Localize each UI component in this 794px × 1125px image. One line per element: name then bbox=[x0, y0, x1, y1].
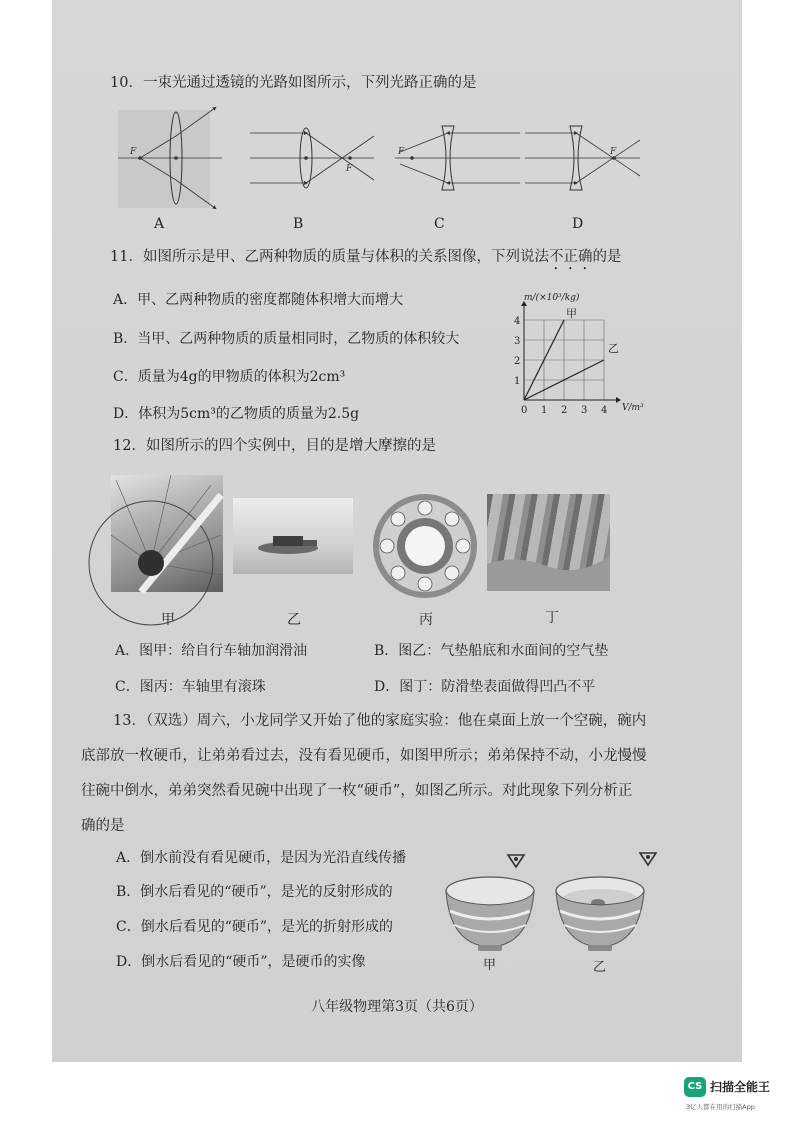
q13-stem-line-3: 往碗中倒水，弟弟突然看见碗中出现了一枚“硬币”，如图乙所示。对此现象下列分析正 bbox=[81, 783, 633, 799]
q12-caption-ding: 丁 bbox=[545, 610, 559, 626]
focus-label: F bbox=[346, 164, 353, 174]
series-label-jia: 甲 bbox=[566, 307, 577, 320]
q13-option-b: B．倒水后看见的“硬币”，是光的反射形成的 bbox=[116, 884, 393, 900]
y-axis-label: m/(×10³/kg) bbox=[524, 293, 580, 303]
x-axis-arrow bbox=[616, 397, 621, 403]
page-footer: 八年级物理第3页（共6页） bbox=[311, 999, 483, 1015]
q13-option-d: D．倒水后看见的“硬币”，是硬币的实像 bbox=[116, 954, 366, 970]
q13-caption-jia: 甲 bbox=[483, 958, 497, 973]
bowl-with-water bbox=[556, 877, 644, 951]
q12-caption-jia: 甲 bbox=[161, 612, 175, 628]
label-b: B bbox=[293, 216, 304, 232]
q13-stem-line-1: 13．（双选）周六，小龙同学又开始了他的家庭实验：他在桌面上放一个空碗，碗内 bbox=[113, 713, 647, 729]
y-tick-label: 3 bbox=[514, 336, 521, 347]
y-tick-label: 1 bbox=[514, 376, 521, 387]
q11-option-c: C．质量为4g的甲物质的体积为2cm³ bbox=[113, 369, 346, 385]
photo-ball-bearing bbox=[370, 490, 480, 602]
q13-bowl-figures bbox=[440, 845, 670, 980]
diagram-a bbox=[118, 108, 222, 208]
focus-label: F bbox=[610, 147, 617, 157]
q12-option-d: D．图丁：防滑垫表面做得凹凸不平 bbox=[374, 679, 596, 695]
photo-antislip-mat bbox=[487, 494, 610, 591]
eye-icon bbox=[508, 855, 524, 867]
q13-option-c: C．倒水后看见的“硬币”，是光的折射形成的 bbox=[116, 919, 394, 935]
camscanner-tagline: 3亿人都在用的扫描App bbox=[686, 1103, 755, 1111]
q13-caption-yi: 乙 bbox=[593, 960, 607, 975]
x-axis-label: V/m³ bbox=[622, 403, 644, 413]
focus-label: F bbox=[398, 147, 405, 157]
eye-icon bbox=[640, 853, 656, 865]
diagram-b bbox=[250, 128, 374, 188]
q11-stem-emphasis: 不正确 bbox=[548, 249, 593, 265]
q11-stem bbox=[110, 247, 621, 273]
q11-option-d: D．体积为5cm³的乙物质的质量为2.5g bbox=[113, 406, 360, 422]
camscanner-name: 扫描全能王 bbox=[710, 1080, 771, 1094]
x-tick-label: 1 bbox=[541, 405, 548, 416]
focus-label: F bbox=[130, 147, 137, 157]
q10-stem: 10．一束光通过透镜的光路如图所示，下列光路正确的是 bbox=[110, 75, 477, 91]
q13-stem-line-2: 底部放一枚硬币，让弟弟看过去，没有看见硬币，如图甲所示；弟弟保持不动，小龙慢慢 bbox=[81, 748, 647, 764]
q13-stem-line-4: 确的是 bbox=[81, 818, 125, 834]
q12-option-c: C．图丙：车轴里有滚珠 bbox=[115, 679, 266, 695]
q13-option-a: A．倒水前没有看见硬币，是因为光沿直线传播 bbox=[116, 850, 407, 866]
label-d: D bbox=[572, 216, 584, 232]
q10-lens-diagrams bbox=[110, 100, 650, 232]
q11-stem-before: 11．如图所示是甲、乙两种物质的质量与体积的关系图像，下列说法 bbox=[110, 249, 549, 265]
photo-hovercraft bbox=[233, 498, 353, 574]
diagram-d bbox=[525, 126, 640, 190]
x-tick-label: 3 bbox=[581, 405, 588, 416]
series-label-yi: 乙 bbox=[608, 342, 619, 355]
label-a: A bbox=[154, 216, 165, 232]
label-c: C bbox=[434, 216, 445, 232]
y-tick-label: 4 bbox=[514, 316, 521, 327]
q12-caption-bing: 丙 bbox=[419, 612, 433, 628]
camscanner-logo-icon: CS bbox=[684, 1077, 706, 1097]
q12-stem: 12．如图所示的四个实例中，目的是增大摩擦的是 bbox=[113, 438, 436, 454]
q12-caption-yi: 乙 bbox=[287, 612, 301, 628]
x-tick-label: 4 bbox=[601, 405, 608, 416]
bowl-empty bbox=[446, 877, 534, 951]
mass-volume-chart bbox=[500, 282, 650, 422]
x-tick-label: 0 bbox=[521, 405, 528, 416]
q11-option-b: B．当甲、乙两种物质的质量相同时，乙物质的体积较大 bbox=[113, 331, 460, 347]
y-tick-label: 2 bbox=[514, 356, 521, 367]
photo-bicycle-axle bbox=[111, 475, 223, 592]
diagram-c bbox=[395, 126, 520, 190]
q12-option-b: B．图乙：气垫船底和水面间的空气垫 bbox=[374, 643, 609, 659]
x-tick-label: 2 bbox=[561, 405, 568, 416]
q11-option-a: A．甲、乙两种物质的密度都随体积增大而增大 bbox=[113, 292, 404, 308]
q11-stem-after: 的是 bbox=[592, 249, 622, 265]
q12-option-a: A．图甲：给自行车轴加润滑油 bbox=[115, 643, 308, 659]
